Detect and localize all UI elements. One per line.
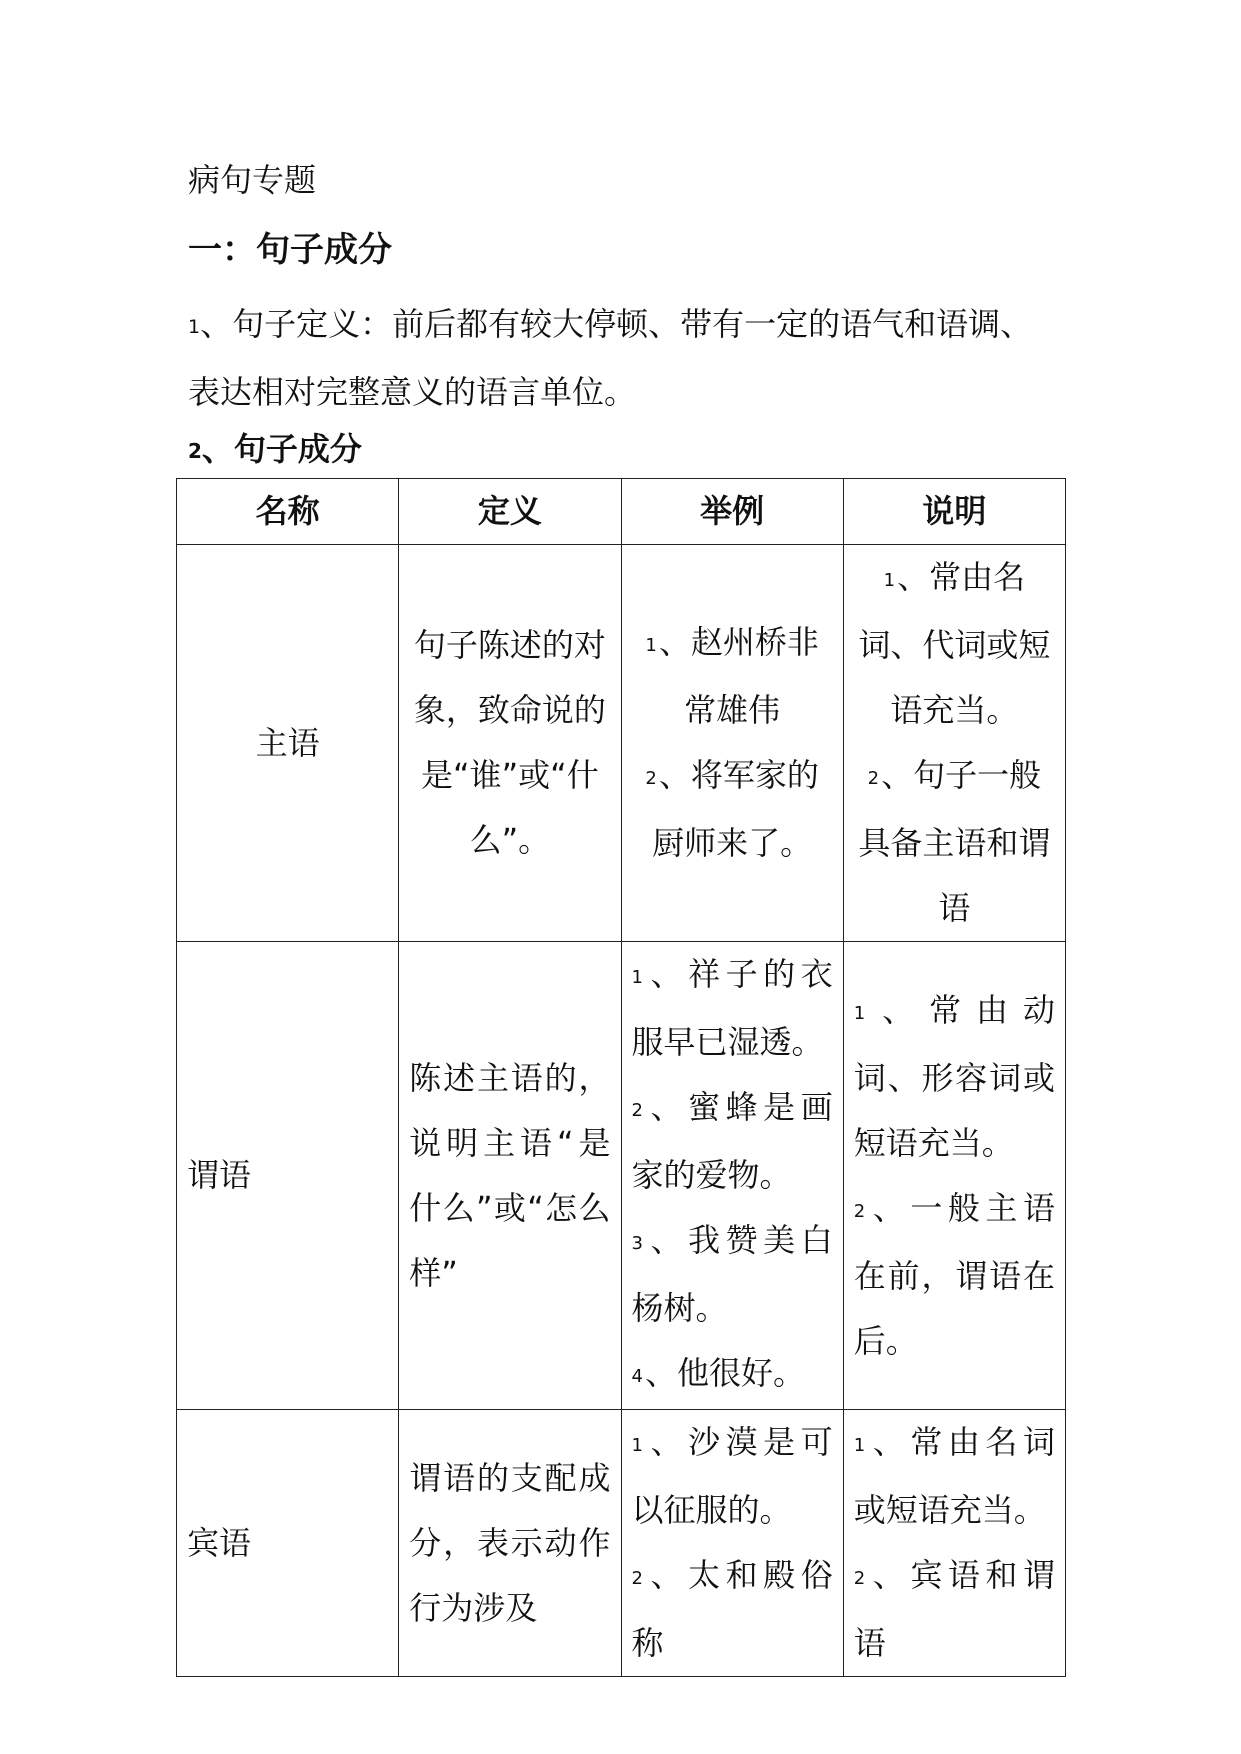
note-text: 、宾语和谓语 — [853, 1556, 1055, 1662]
sub-heading-number: 2 — [188, 439, 202, 463]
example-text: 、我赞美白杨树。 — [631, 1221, 833, 1327]
header-notes: 说明 — [843, 479, 1065, 545]
definition-number: 1 — [188, 316, 201, 338]
note-text: 、常由名词或短语充当。 — [853, 1423, 1055, 1529]
example-text: 、他很好。 — [644, 1354, 805, 1392]
example-item — [632, 743, 833, 876]
note-text: 、句子一般具备主语和谓语 — [858, 756, 1051, 927]
example-item — [632, 1410, 833, 1543]
definition-line-1 — [188, 292, 1088, 360]
cell-name: 宾语 — [177, 1410, 399, 1677]
note-number: 2 — [867, 768, 880, 789]
example-number: 2 — [631, 1568, 643, 1589]
cell-name: 谓语 — [177, 942, 399, 1410]
cell-definition: 谓语的支配成分，表示动作行为涉及 — [399, 1410, 621, 1677]
table-header-row — [177, 479, 1066, 545]
definition-paragraph — [188, 292, 1088, 425]
example-item — [632, 1208, 833, 1341]
table-row — [177, 942, 1066, 1410]
example-item — [632, 942, 833, 1075]
example-number: 3 — [631, 1233, 643, 1254]
example-text: 、祥子的衣服早已湿透。 — [631, 955, 833, 1061]
note-number: 1 — [883, 570, 896, 591]
sentence-components-table — [176, 478, 1066, 1677]
example-text: 、赵州桥非常雄伟 — [658, 623, 819, 729]
sub-heading — [188, 428, 362, 472]
note-text: 、常由名词、代词或短语充当。 — [858, 558, 1051, 729]
note-item — [854, 1176, 1055, 1374]
cell-examples — [621, 545, 843, 942]
example-number: 2 — [631, 1100, 643, 1121]
table-row — [177, 1410, 1066, 1677]
example-item — [632, 1341, 833, 1409]
example-text: 、蜜蜂是画家的爱物。 — [631, 1088, 833, 1194]
cell-examples — [621, 942, 843, 1410]
note-text: 、常由动词、形容词或短语充当。 — [853, 990, 1055, 1162]
definition-line-2: 表达相对完整意义的语言单位。 — [188, 373, 637, 411]
cell-notes — [843, 545, 1065, 942]
header-definition: 定义 — [399, 479, 621, 545]
note-number: 2 — [853, 1200, 866, 1222]
note-item — [854, 743, 1055, 941]
cell-notes — [843, 942, 1065, 1410]
note-number: 1 — [853, 1002, 866, 1024]
example-text: 、太和殿俗称 — [631, 1556, 833, 1662]
example-item — [632, 1543, 833, 1676]
cell-definition: 句子陈述的对象，致命说的是“谁”或“什么”。 — [399, 545, 621, 942]
example-item — [632, 610, 833, 743]
note-item — [854, 1543, 1055, 1676]
table-row — [177, 545, 1066, 942]
header-example: 举例 — [621, 479, 843, 545]
sub-heading-text: 、句子成分 — [201, 430, 362, 468]
note-number: 2 — [853, 1568, 866, 1589]
example-item — [632, 1075, 833, 1208]
note-item — [854, 1410, 1055, 1543]
example-number: 2 — [645, 768, 657, 789]
note-text: 、一般主语在前，谓语在后。 — [853, 1188, 1055, 1360]
example-number: 1 — [631, 1435, 643, 1456]
note-number: 1 — [853, 1435, 866, 1456]
example-number: 1 — [645, 635, 657, 656]
document-title: 病句专题 — [188, 161, 317, 199]
example-text: 、沙漠是可以征服的。 — [631, 1423, 833, 1529]
cell-name: 主语 — [177, 545, 399, 942]
definition-text-1: 、句子定义：前后都有较大停顿、带有一定的语气和语调、 — [200, 305, 1033, 343]
section-heading: 一：句子成分 — [188, 230, 392, 270]
header-name: 名称 — [177, 479, 399, 545]
cell-notes — [843, 1410, 1065, 1677]
example-number: 1 — [631, 967, 643, 988]
example-text: 、将军家的厨师来了。 — [652, 756, 819, 862]
note-item — [854, 978, 1055, 1176]
note-item — [854, 545, 1055, 743]
example-number: 4 — [631, 1366, 643, 1387]
cell-definition: 陈述主语的，说明主语“是什么”或“怎么样” — [399, 942, 621, 1410]
cell-examples — [621, 1410, 843, 1677]
